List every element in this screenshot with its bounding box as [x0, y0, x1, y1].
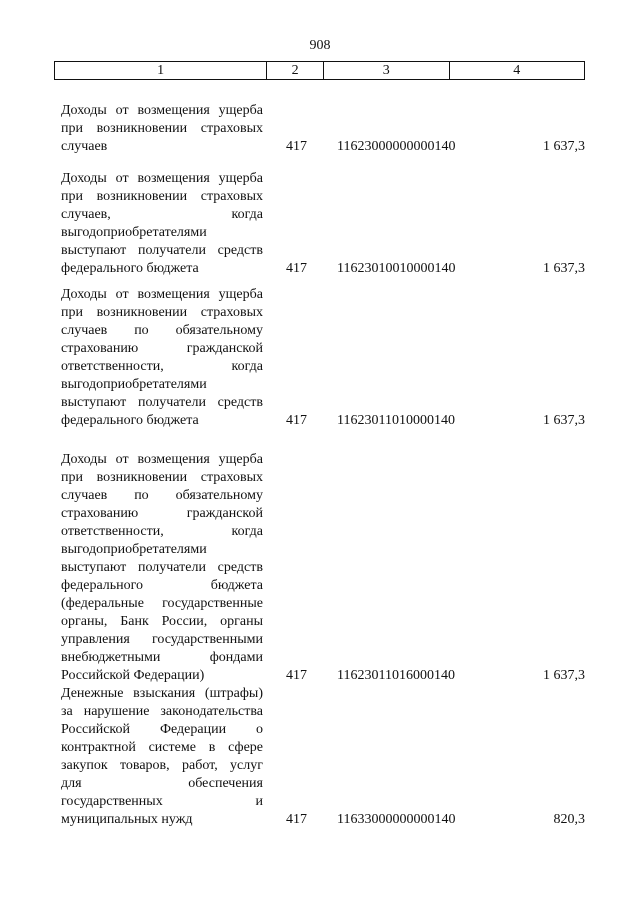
row-name-line: при возникновении страховых	[61, 305, 263, 320]
row-name-line: федерального бюджета	[61, 261, 199, 276]
row-amount: 820,3	[553, 812, 585, 827]
row-name	[61, 451, 263, 685]
row-budget-code: 11623011016000140	[337, 668, 455, 683]
row-admin-code: 417	[286, 139, 307, 154]
row-budget-code: 11623010010000140	[337, 261, 456, 276]
row-name-line: выступают получатели средств	[61, 395, 263, 410]
row-budget-code: 11623011010000140	[337, 413, 455, 428]
row-name-line: закупок товаров, работ, услуг	[61, 758, 263, 773]
row-name-line: случаев по обязательному	[61, 488, 263, 503]
row-name-line: при возникновении страховых	[61, 470, 263, 485]
row-name-line: выгодоприобретателями	[61, 542, 207, 557]
row-name-line: контрактной системе в сфере	[61, 740, 263, 755]
row-name-line: выгодоприобретателями	[61, 225, 207, 240]
row-name-line: страхованию гражданской	[61, 341, 263, 356]
row-name-line: федерального бюджета	[61, 413, 199, 428]
row-name-line: при возникновении страховых	[61, 189, 263, 204]
row-admin-code: 417	[286, 668, 307, 683]
row-name-line: случаев	[61, 139, 108, 154]
row-name-line: случаев по обязательному	[61, 323, 263, 338]
header-col-3: 3	[324, 62, 450, 79]
row-budget-code: 11623000000000140	[337, 139, 456, 154]
row-name-line: управления государственными	[61, 632, 263, 647]
row-name-line: Доходы от возмещения ущерба	[61, 287, 263, 302]
row-name-line: для обеспечения	[61, 776, 263, 791]
row-amount: 1 637,3	[543, 668, 585, 683]
row-name	[61, 685, 263, 829]
row-name-line: случаев, когда	[61, 207, 263, 222]
row-name-line: муниципальных нужд	[61, 812, 193, 827]
row-admin-code: 417	[286, 812, 307, 827]
row-name	[61, 286, 263, 430]
row-name-line: ответственности, когда	[61, 359, 263, 374]
row-amount: 1 637,3	[543, 139, 585, 154]
row-name-line: Российской Федерации о	[61, 722, 263, 737]
row-name-line: Российской Федерации)	[61, 668, 205, 683]
row-budget-code: 11633000000000140	[337, 812, 456, 827]
row-name-line: выступают получатели средств	[61, 243, 263, 258]
row-name-line: ответственности, когда	[61, 524, 263, 539]
row-name-line: органы, Банк России, органы	[61, 614, 263, 629]
row-name-line: Доходы от возмещения ущерба	[61, 452, 263, 467]
row-name-line: страхованию гражданской	[61, 506, 263, 521]
table-header	[54, 61, 585, 80]
row-name-line: Доходы от возмещения ущерба	[61, 103, 263, 118]
header-col-4: 4	[513, 63, 521, 78]
row-name-line: федерального бюджета	[61, 578, 263, 593]
header-col-2: 2	[267, 62, 324, 79]
header-col-1: 1	[55, 62, 267, 79]
row-name-line: Денежные взыскания (штрафы)	[61, 686, 263, 701]
row-name-line: за нарушение законодательства	[61, 704, 263, 719]
row-name-line: государственных и	[61, 794, 263, 809]
row-admin-code: 417	[286, 261, 307, 276]
row-name-line: выгодоприобретателями	[61, 377, 207, 392]
page-number: 908	[309, 38, 331, 53]
row-name	[61, 102, 263, 156]
row-name-line: внебюджетными фондами	[61, 650, 263, 665]
row-admin-code: 417	[286, 413, 307, 428]
row-name-line: (федеральные государственные	[61, 596, 263, 611]
row-amount: 1 637,3	[543, 261, 585, 276]
row-name-line: выступают получатели средств	[61, 560, 263, 575]
row-name-line: при возникновении страховых	[61, 121, 263, 136]
row-name-line: Доходы от возмещения ущерба	[61, 171, 263, 186]
row-name	[61, 170, 263, 278]
row-amount: 1 637,3	[543, 413, 585, 428]
